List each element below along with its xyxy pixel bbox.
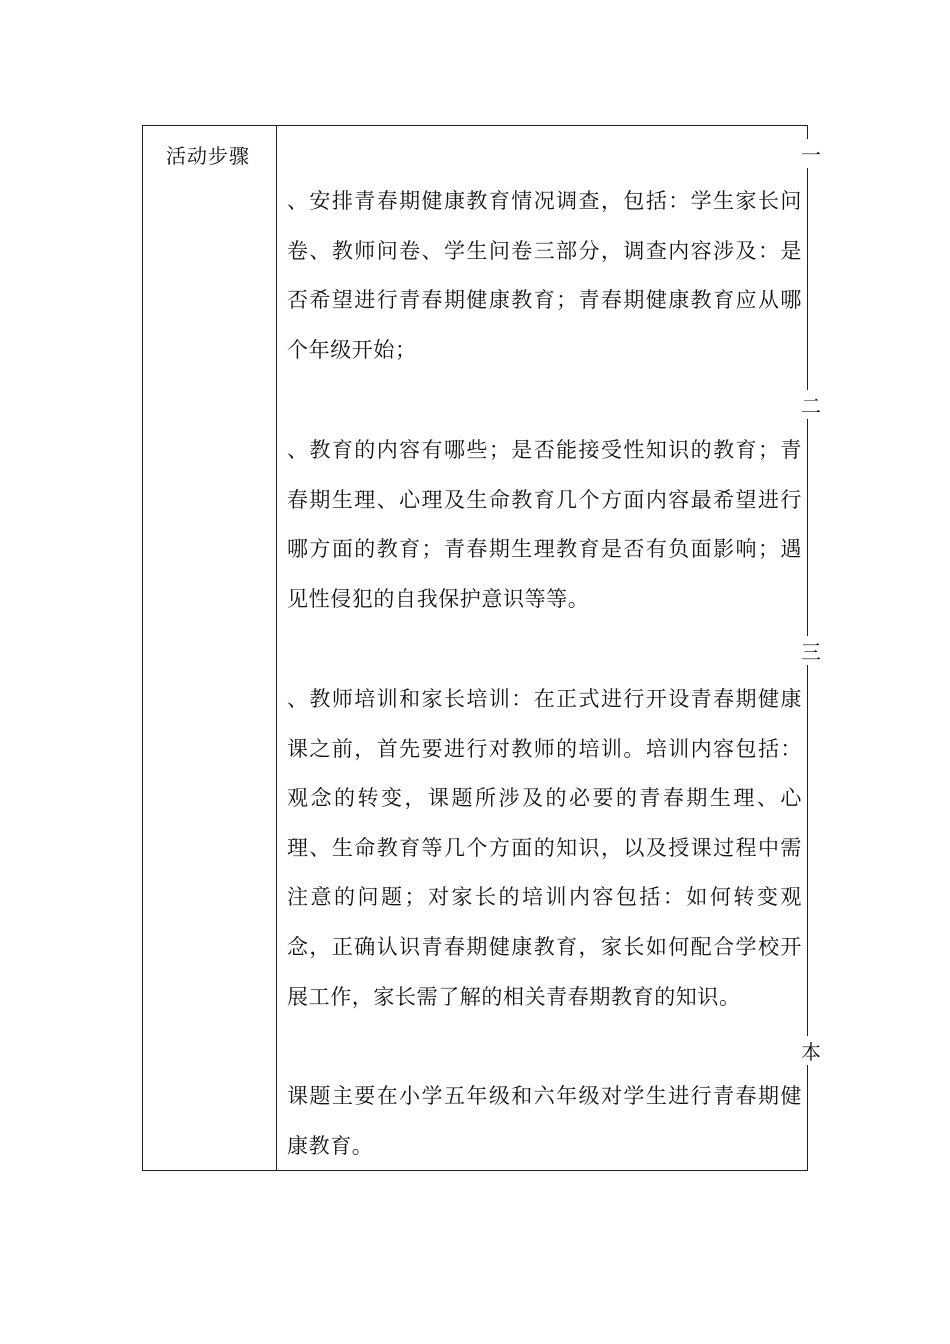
section-text-2: 、教育的内容有哪些；是否能接受性知识的教育；青春期生理、心理及生命教育几个方面内容最希望进行哪方面的教育；青春期生理教育是否有负面影响；遇见性侵犯的自我保护意识等等。 — [287, 438, 802, 611]
row-label-activity-steps: 活动步骤 — [166, 144, 250, 168]
section-marker-2: 二 — [801, 390, 821, 419]
section-text-1: 、安排青春期健康教育情况调查，包括：学生家长问卷、教师问卷、学生问卷三部分，调查内容涉及：是否希望进行青春期健康教育；青春期健康教育应从哪个年级开始； — [287, 189, 802, 362]
activity-table — [142, 125, 821, 1171]
section-marker-4: 本 — [801, 1036, 821, 1065]
column-divider — [276, 126, 277, 1170]
section-marker-1: 一 — [801, 139, 821, 168]
section-marker-3: 三 — [801, 636, 821, 665]
section-text-4: 课题主要在小学五年级和六年级对学生进行青春期健康教育。 — [287, 1084, 802, 1158]
section-text-3: 、教师培训和家长培训：在正式进行开设青春期健康课之前，首先要进行对教师的培训。培训内容包括：观念的转变，课题所涉及的必要的青春期生理、心理、生命教育等几个方面的知识，以及授课过程中需注意的问题；对家长的培训内容包括：如何转变观念，正确认识青春期健康教育，家长如何配合学校开展工作，家长需了解的相关青春期教育的知识。 — [287, 687, 802, 1009]
